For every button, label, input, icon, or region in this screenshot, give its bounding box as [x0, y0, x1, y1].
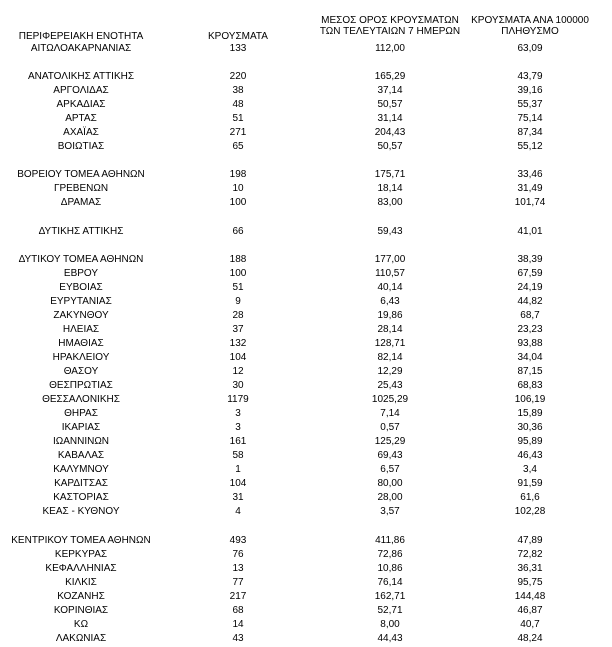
cases-value: 37	[232, 324, 244, 335]
avg7-value: 162,71	[374, 591, 406, 602]
per100k-value: 24,19	[517, 282, 543, 293]
avg7-value: 6,57	[380, 464, 400, 475]
cases-value: 1	[235, 464, 241, 475]
region-name: ΚΕΦΑΛΛΗΝΙΑΣ	[45, 563, 117, 574]
per100k-value: 47,89	[517, 535, 543, 546]
per100k-value: 68,7	[520, 310, 540, 321]
per100k-value: 72,82	[517, 549, 543, 560]
region-name: ΘΑΣΟΥ	[63, 366, 99, 377]
avg7-value: 52,71	[377, 605, 403, 616]
cases-value: 48	[232, 99, 244, 110]
region-name: ΕΒΡΟΥ	[63, 268, 99, 279]
region-name: ΚΑΣΤΟΡΙΑΣ	[53, 492, 109, 503]
per100k-value: 87,34	[517, 127, 543, 138]
region-name: ΗΜΑΘΙΑΣ	[58, 338, 104, 349]
cases-value: 100	[229, 197, 247, 208]
region-name: ΕΥΒΟΙΑΣ	[59, 282, 103, 293]
region-name: ΚΑΒΑΛΑΣ	[57, 450, 105, 461]
header-per100k-line1: ΚΡΟΥΣΜΑΤΑ ΑΝΑ 100000	[471, 15, 589, 26]
avg7-value: 8,00	[380, 619, 400, 630]
avg7-value: 175,71	[374, 169, 406, 180]
avg7-value: 19,86	[377, 310, 403, 321]
cases-value: 100	[229, 268, 247, 279]
avg7-value: 59,43	[377, 226, 403, 237]
header-region	[0, 31, 162, 42]
cases-value: 68	[232, 605, 244, 616]
header-per100k-line2: ΠΛΗΘΥΣΜΟ	[501, 26, 559, 37]
avg7-value: 112,00	[375, 43, 405, 54]
per100k-value: 15,89	[517, 408, 543, 419]
avg7-value: 204,43	[374, 127, 406, 138]
table-row	[0, 548, 612, 561]
table-row	[0, 435, 612, 448]
table-row	[0, 463, 612, 476]
per100k-value: 36,31	[517, 563, 543, 574]
table-row	[0, 407, 612, 420]
per100k-value: 3,4	[523, 464, 537, 475]
avg7-value: 28,14	[377, 324, 403, 335]
table-row	[0, 182, 612, 195]
avg7-value: 3,57	[380, 506, 400, 517]
region-name: ΘΕΣΠΡΩΤΙΑΣ	[49, 380, 113, 391]
region-name: ΑΙΤΩΛΟΑΚΑΡΝΑΝΙΑΣ	[30, 43, 132, 54]
region-name: ΚΑΡΔΙΤΣΑΣ	[54, 478, 108, 489]
region-name: ΑΡΤΑΣ	[65, 113, 97, 124]
table-row	[0, 281, 612, 294]
region-name: ΛΑΚΩΝΙΑΣ	[55, 633, 107, 644]
per100k-value: 23,23	[517, 324, 543, 335]
region-name: ΚΕΡΚΥΡΑΣ	[54, 549, 108, 560]
table-row	[0, 295, 612, 308]
table-row	[0, 393, 612, 406]
avg7-value: 12,29	[377, 366, 403, 377]
avg7-value: 10,86	[377, 563, 403, 574]
per100k-value: 31,49	[517, 183, 543, 194]
cases-value: 10	[232, 183, 244, 194]
table-row	[0, 576, 612, 589]
table-row	[0, 632, 612, 645]
table-row	[0, 98, 612, 111]
cases-value: 13	[232, 563, 244, 574]
region-name: ΘΗΡΑΣ	[64, 408, 98, 419]
table-row	[0, 534, 612, 547]
cases-value: 30	[232, 380, 244, 391]
avg7-value: 110,57	[375, 268, 405, 279]
table-row	[0, 491, 612, 504]
avg7-value: 76,14	[377, 577, 403, 588]
table-row	[0, 168, 612, 181]
cases-value: 3	[235, 408, 241, 419]
region-name: ΚΟΖΑΝΗΣ	[57, 591, 105, 602]
cases-value: 38	[232, 85, 244, 96]
table-row	[0, 112, 612, 125]
region-name: ΒΟΙΩΤΙΑΣ	[57, 141, 105, 152]
per100k-value: 102,28	[514, 506, 546, 517]
cases-value: 133	[229, 43, 247, 54]
per100k-value: 43,79	[517, 71, 543, 82]
avg7-value: 37,14	[377, 85, 403, 96]
avg7-value: 44,43	[377, 633, 403, 644]
table-row	[0, 590, 612, 603]
table-row	[0, 365, 612, 378]
cases-value: 4	[235, 506, 241, 517]
table-row	[0, 477, 612, 490]
table-row	[0, 42, 612, 55]
table-row	[0, 309, 612, 322]
table-row	[0, 618, 612, 631]
table-row	[0, 562, 612, 575]
cases-value: 188	[229, 254, 247, 265]
region-name: ΘΕΣΣΑΛΟΝΙΚΗΣ	[42, 394, 120, 405]
region-name: ΙΚΑΡΙΑΣ	[61, 422, 101, 433]
per100k-value: 63,09	[517, 43, 543, 54]
cases-value: 161	[229, 436, 247, 447]
per100k-value: 91,59	[517, 478, 543, 489]
cases-value: 51	[232, 282, 244, 293]
per100k-value: 87,15	[517, 366, 543, 377]
avg7-value: 31,14	[377, 113, 403, 124]
per100k-value: 39,16	[517, 85, 543, 96]
avg7-value: 165,29	[374, 71, 406, 82]
per100k-value: 30,36	[517, 422, 543, 433]
header-avg7-line1: ΜΕΣΟΣ ΟΡΟΣ ΚΡΟΥΣΜΑΤΩΝ	[321, 15, 459, 26]
table-row	[0, 323, 612, 336]
avg7-value: 1025,29	[371, 394, 409, 405]
table-row	[0, 505, 612, 518]
header-cases-label: ΚΡΟΥΣΜΑΤΑ	[208, 31, 268, 42]
per100k-value: 34,04	[517, 352, 543, 363]
cases-value: 9	[235, 296, 241, 307]
region-name: ΑΡΚΑΔΙΑΣ	[56, 99, 106, 110]
header-avg7	[310, 15, 470, 37]
region-name: ΗΛΕΙΑΣ	[62, 324, 100, 335]
per100k-value: 144,48	[514, 591, 546, 602]
per100k-value: 48,24	[517, 633, 543, 644]
cases-value: 43	[232, 633, 244, 644]
avg7-value: 28,00	[377, 492, 403, 503]
per100k-value: 75,14	[517, 113, 543, 124]
region-name: ΔΥΤΙΚΟΥ ΤΟΜΕΑ ΑΘΗΝΩΝ	[18, 254, 144, 265]
per100k-value: 40,7	[520, 619, 540, 630]
per100k-value: 33,46	[517, 169, 543, 180]
region-name: ΚΕΑΣ - ΚΥΘΝΟΥ	[42, 506, 120, 517]
table-row	[0, 337, 612, 350]
avg7-value: 50,57	[377, 141, 403, 152]
per100k-value: 95,89	[517, 436, 543, 447]
cases-value: 31	[232, 492, 244, 503]
region-name: ΑΝΑΤΟΛΙΚΗΣ ΑΤΤΙΚΗΣ	[27, 71, 135, 82]
avg7-value: 6,43	[380, 296, 400, 307]
region-name: ΔΡΑΜΑΣ	[60, 197, 102, 208]
header-per100k	[460, 15, 600, 37]
per100k-value: 95,75	[517, 577, 543, 588]
avg7-value: 40,14	[377, 282, 403, 293]
avg7-value: 0,57	[380, 422, 400, 433]
cases-value: 77	[232, 577, 244, 588]
per100k-value: 44,82	[517, 296, 543, 307]
region-name: ΒΟΡΕΙΟΥ ΤΟΜΕΑ ΑΘΗΝΩΝ	[17, 169, 145, 180]
cases-value: 104	[229, 352, 247, 363]
avg7-value: 411,86	[375, 535, 405, 546]
region-name: ΙΩΑΝΝΙΝΩΝ	[52, 436, 110, 447]
cases-value: 12	[232, 366, 244, 377]
header-avg7-line2: ΤΩΝ ΤΕΛΕΥΤΑΙΩΝ 7 ΗΜΕΡΩΝ	[319, 26, 461, 37]
region-name: ΔΥΤΙΚΗΣ ΑΤΤΙΚΗΣ	[38, 226, 124, 237]
table-row	[0, 379, 612, 392]
cases-value: 3	[235, 422, 241, 433]
table-row	[0, 196, 612, 209]
per100k-value: 46,87	[517, 605, 543, 616]
avg7-value: 83,00	[377, 197, 403, 208]
per100k-value: 55,37	[517, 99, 543, 110]
header-cases	[188, 31, 288, 42]
region-name: ΚΑΛΥΜΝΟΥ	[53, 464, 109, 475]
avg7-value: 82,14	[377, 352, 403, 363]
avg7-value: 25,43	[377, 380, 403, 391]
table-row	[0, 267, 612, 280]
table-row	[0, 84, 612, 97]
table-row	[0, 604, 612, 617]
region-name: ΚΕΝΤΡΙΚΟΥ ΤΟΜΕΑ ΑΘΗΝΩΝ	[11, 535, 151, 546]
per100k-value: 61,6	[520, 492, 540, 503]
avg7-value: 18,14	[377, 183, 403, 194]
region-name: ΖΑΚΥΝΘΟΥ	[53, 310, 109, 321]
cases-value: 220	[229, 71, 247, 82]
table-row	[0, 253, 612, 266]
table-row	[0, 70, 612, 83]
avg7-value: 177,00	[374, 254, 406, 265]
avg7-value: 7,14	[380, 408, 400, 419]
region-name: ΑΧΑΪΑΣ	[63, 127, 99, 138]
avg7-value: 80,00	[377, 478, 403, 489]
per100k-value: 93,88	[517, 338, 543, 349]
table-row	[0, 351, 612, 364]
avg7-value: 128,71	[374, 338, 406, 349]
region-name: ΑΡΓΟΛΙΔΑΣ	[53, 85, 109, 96]
cases-value: 66	[232, 226, 244, 237]
cases-value: 271	[229, 127, 247, 138]
per100k-value: 67,59	[517, 268, 543, 279]
cases-value: 493	[229, 535, 247, 546]
table-row	[0, 225, 612, 238]
region-name: ΓΡΕΒΕΝΩΝ	[53, 183, 109, 194]
table-row	[0, 140, 612, 153]
table-row	[0, 449, 612, 462]
avg7-value: 50,57	[377, 99, 403, 110]
avg7-value: 72,86	[377, 549, 403, 560]
per100k-value: 106,19	[514, 394, 546, 405]
cases-value: 1179	[227, 394, 249, 405]
avg7-value: 125,29	[374, 436, 406, 447]
cases-value: 65	[232, 141, 244, 152]
per100k-value: 38,39	[517, 254, 543, 265]
table-row	[0, 421, 612, 434]
region-name: ΚΟΡΙΝΘΙΑΣ	[53, 605, 109, 616]
per100k-value: 41,01	[517, 226, 543, 237]
region-name: ΕΥΡΥΤΑΝΙΑΣ	[50, 296, 112, 307]
region-name: ΚΩ	[73, 619, 89, 630]
cases-value: 14	[232, 619, 244, 630]
cases-value: 104	[229, 478, 247, 489]
cases-value: 28	[232, 310, 244, 321]
cases-value: 217	[229, 591, 247, 602]
per100k-value: 55,12	[517, 141, 543, 152]
per100k-value: 46,43	[517, 450, 543, 461]
cases-value: 58	[232, 450, 244, 461]
per100k-value: 68,83	[517, 380, 543, 391]
cases-value: 132	[229, 338, 247, 349]
region-name: ΚΙΛΚΙΣ	[65, 577, 97, 588]
cases-value: 51	[232, 113, 244, 124]
region-name: ΗΡΑΚΛΕΙΟΥ	[52, 352, 110, 363]
table-row	[0, 126, 612, 139]
cases-value: 198	[229, 169, 247, 180]
header-region-label: ΠΕΡΙΦΕΡΕΙΑΚΗ ΕΝΟΤΗΤΑ	[18, 31, 144, 42]
cases-value: 76	[232, 549, 244, 560]
per100k-value: 101,74	[514, 197, 546, 208]
avg7-value: 69,43	[377, 450, 403, 461]
